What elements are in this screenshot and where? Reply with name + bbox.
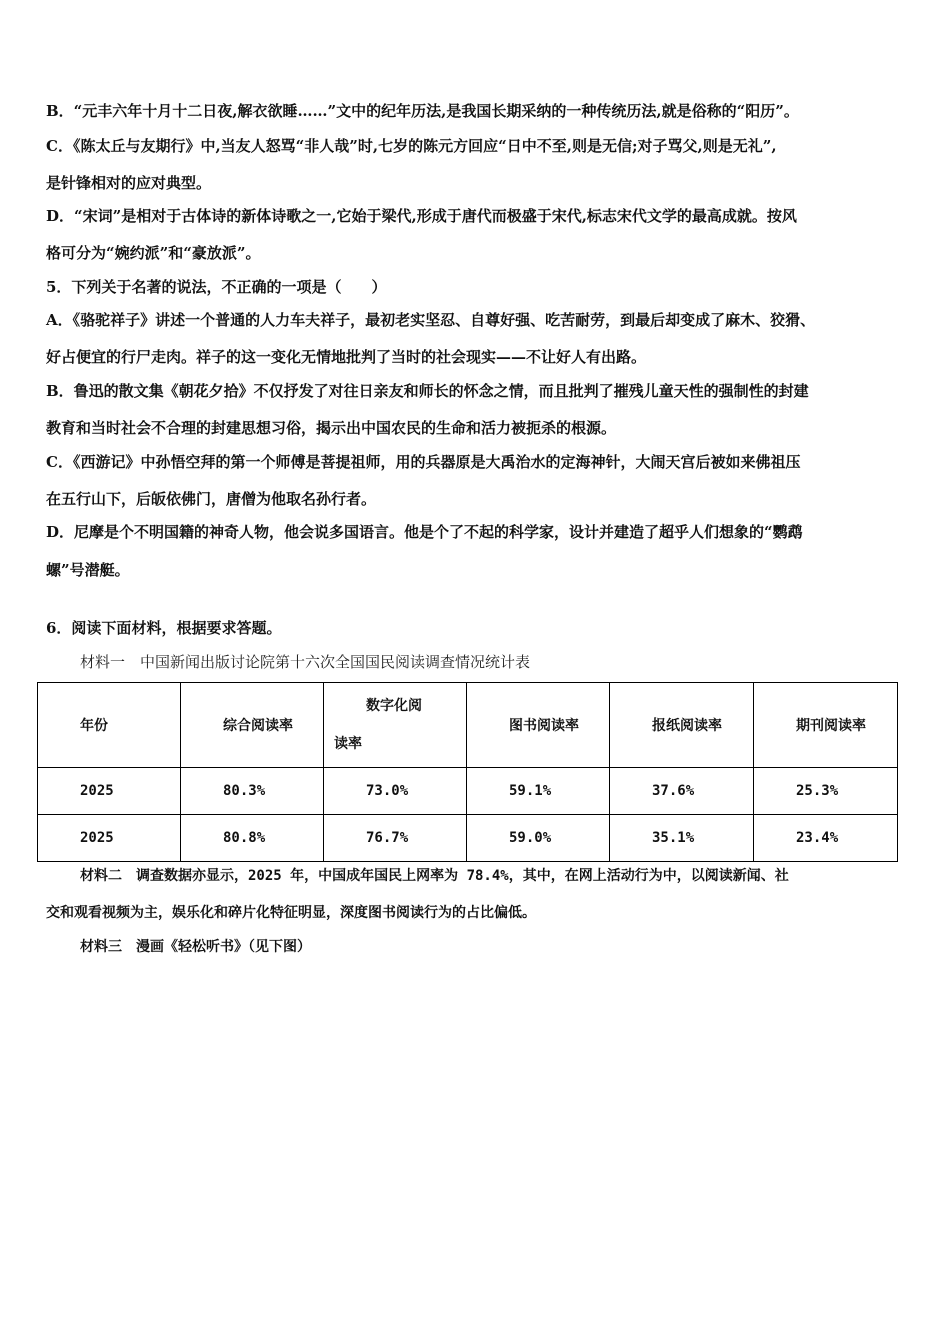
table-header-row — [38, 683, 898, 768]
q5-option-b-line2: 教育和当时社会不合理的封建思想习俗，揭示出中国农民的生命和活力被扼杀的根源。 — [46, 419, 617, 437]
table-header-cell — [754, 683, 898, 768]
q5-stem: 5．下列关于名著的说法，不正确的一项是（ ） — [46, 278, 387, 296]
table-header-cell — [181, 683, 324, 768]
material2-line1: 材料二 调查数据亦显示，2025 年，中国成年国民上网率为 78.4%，其中，在网上活动行为中，以阅读新闻、社 — [80, 868, 789, 884]
q5-option-c-line1: C．《西游记》中孙悟空拜的第一个师傅是菩提祖师，用的兵器原是大禹治水的定海神针，大闹天宫后被如来佛祖压 — [46, 453, 801, 471]
table-cell: 80.8% — [181, 815, 324, 862]
q5-option-a-line2: 好占便宜的行尸走肉。祥子的这一变化无情地批判了当时的社会现实——不让好人有出路。 — [46, 348, 647, 366]
table-cell: 35.1% — [610, 815, 754, 862]
table-cell: 37.6% — [610, 768, 754, 815]
table-cell: 25.3% — [754, 768, 898, 815]
table-cell: 76.7% — [324, 815, 467, 862]
material2-line2: 交和观看视频为主，娱乐化和碎片化特征明显，深度图书阅读行为的占比偏低。 — [46, 905, 536, 921]
header-newspaper-rate: 报纸阅读率 — [652, 718, 722, 734]
table-cell: 59.0% — [467, 815, 610, 862]
q4-option-b: B．“元丰六年十月十二日夜,解衣欲睡……”文中的纪年历法,是我国长期采纳的一种传统历法,就是俗称的“阳历”。 — [46, 102, 799, 120]
header-book-rate: 图书阅读率 — [509, 718, 579, 734]
q5-option-c-line2: 在五行山下，后皈依佛门，唐僧为他取名孙行者。 — [46, 490, 377, 508]
table-cell: 80.3% — [181, 768, 324, 815]
q5-option-d-line1: D．尼摩是个不明国籍的神奇人物，他会说多国语言。他是个了不起的科学家，设计并建造了超乎人们想象的“鹦鹉 — [46, 523, 803, 541]
q6-stem: 6．阅读下面材料，根据要求答题。 — [46, 619, 282, 637]
header-overall-rate: 综合阅读率 — [223, 718, 293, 734]
q5-option-d-line2: 螺”号潜艇。 — [46, 561, 130, 579]
q5-option-a-line1: A．《骆驼祥子》讲述一个普通的人力车夫祥子，最初老实坚忍、自尊好强、吃苦耐劳，到最后却变成了麻木、狡猾、 — [46, 311, 816, 329]
q4-option-d-line1: D．“宋词”是相对于古体诗的新体诗歌之一,它始于梁代,形成于唐代而极盛于宋代,标志宋代文学的最高成就。按风 — [46, 207, 797, 225]
table-cell: 59.1% — [467, 768, 610, 815]
reading-stats-table — [37, 682, 898, 862]
header-year: 年份 — [80, 718, 108, 734]
q5-option-b-line1: B．鲁迅的散文集《朝花夕拾》不仅抒发了对往日亲友和师长的怀念之情，而且批判了摧残儿童天性的强制性的封建 — [46, 382, 809, 400]
table-cell: 2025 — [38, 815, 181, 862]
q4-option-d-line2: 格可分为“婉约派”和“豪放派”。 — [46, 244, 261, 262]
q4-option-c-line2: 是针锋相对的应对典型。 — [46, 174, 212, 192]
table-cell: 23.4% — [754, 815, 898, 862]
table-row — [38, 768, 898, 815]
table-row — [38, 815, 898, 862]
header-digital-rate: 数字化阅读率 — [334, 698, 422, 752]
table-header-cell — [38, 683, 181, 768]
q4-option-c-line1: C．《陈太丘与友期行》中,当友人怒骂“非人哉”时,七岁的陈元方回应“日中不至,则是无信;对子骂父,则是无礼”, — [46, 137, 777, 155]
material1-caption: 材料一 中国新闻出版讨论院第十六次全国国民阅读调查情况统计表 — [80, 653, 531, 671]
table-header-cell — [610, 683, 754, 768]
header-magazine-rate: 期刊阅读率 — [796, 718, 866, 734]
table-cell: 73.0% — [324, 768, 467, 815]
table-cell: 2025 — [38, 768, 181, 815]
material3-label: 材料三 漫画《轻松听书》（见下图） — [80, 939, 311, 955]
table-header-cell — [467, 683, 610, 768]
table-header-cell — [324, 683, 467, 768]
